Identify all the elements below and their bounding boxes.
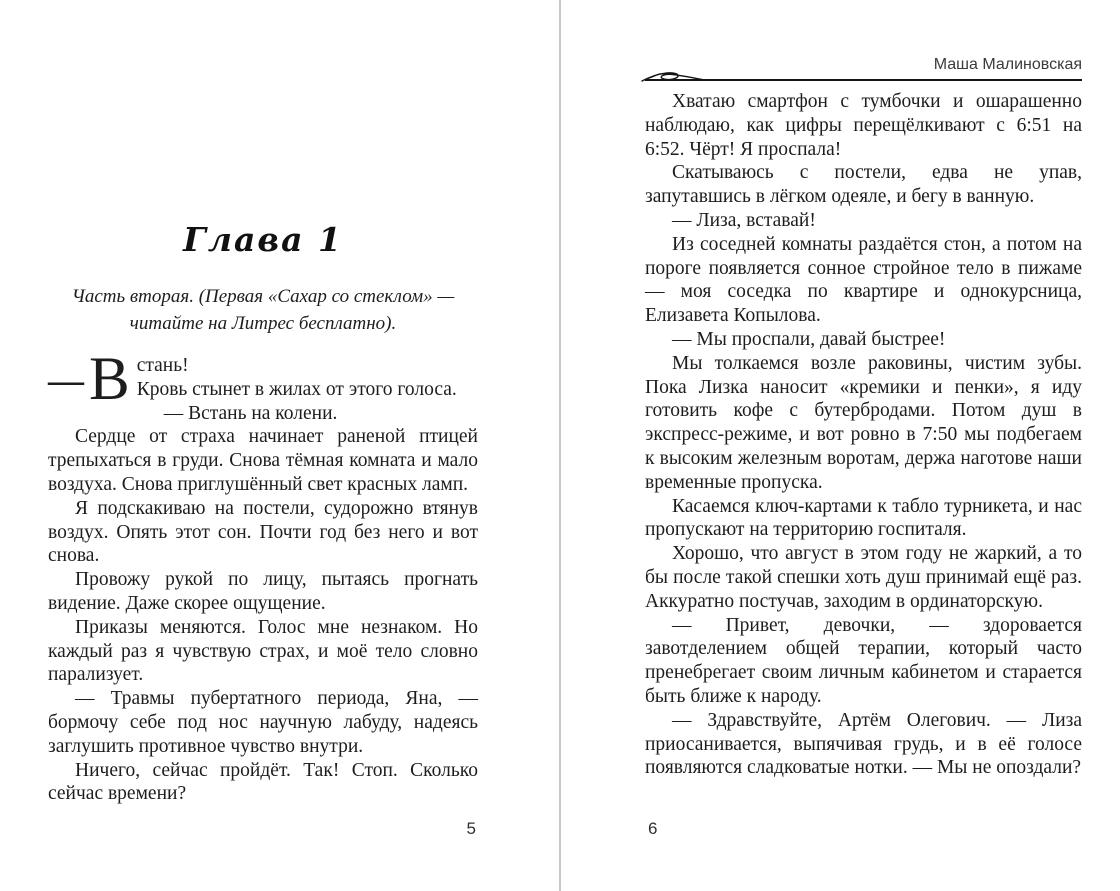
chapter-subtitle	[48, 283, 478, 337]
paragraph: — Привет, девочки, — здоровается завотделением общей терапии, который часто пренебрегает своим личным кабинетом и старается быть ближе к народу.	[645, 614, 1082, 707]
chapter-title: Глава 1	[183, 220, 343, 259]
paragraph: — Травмы пубертатного периода, Яна, — бормочу себе под нос научную лабуду, надеясь заглушить противное чувство внутри.	[48, 688, 478, 757]
paragraph: Скатываюсь с постели, едва не упав, запутавшись в лёгком одеяле, и бегу в ванную.	[645, 162, 1082, 208]
running-header: Маша Малиновская	[933, 56, 1082, 73]
opening-line: стань!	[136, 355, 189, 376]
left-page	[48, 0, 478, 891]
paragraph: Провожу рукой по лицу, пытаясь прогнать видение. Даже скорее ощущение.	[48, 569, 478, 614]
header-rule	[645, 79, 1082, 81]
drop-cap-letter: В	[89, 346, 130, 413]
paragraph: — Здравствуйте, Артём Олегович. — Лиза приосанивается, выпячивая грудь, и в её голосе появляются сладковатые нотки. — Мы не опоздали?	[645, 709, 1082, 779]
paragraph: Ничего, сейчас пройдёт. Так! Стоп. Сколько сейчас времени?	[48, 759, 478, 805]
paragraph: Касаемся ключ-картами к табло турникета, и нас пропускают на территорию госпиталя.	[645, 495, 1082, 541]
page-number: 6	[648, 819, 658, 838]
paragraph: — Лиза, вставай!	[672, 209, 816, 231]
paragraph: Сердце от страха начинает раненой птицей трепыхаться в груди. Снова тёмная комната и мало воздуха. Снова приглушённый свет красных ламп.	[48, 426, 478, 495]
pen-flourish-icon	[641, 68, 703, 95]
right-page-body	[645, 90, 1082, 780]
paragraph: Хватаю смартфон с тумбочки и ошарашенно наблюдаю, как цифры перещёлкивают с 6:51 на 6:52. Чёрт! Я проспала!	[645, 91, 1082, 160]
paragraph: Приказы меняются. Голос мне незнаком. Но каждый раз я чувствую страх, и моё тело словно парализует.	[48, 616, 478, 686]
drop-cap	[48, 346, 130, 413]
paragraph: — Встань на колени.	[163, 402, 338, 424]
paragraph: — Мы проспали, давай быстрее!	[672, 328, 946, 350]
dialogue-dash: —	[48, 360, 84, 400]
page-gutter-divider	[559, 0, 561, 891]
right-page	[645, 0, 1082, 891]
opening-line: Кровь стынет в жилах от этого голоса.	[136, 378, 457, 400]
subtitle-line: Часть вторая. (Первая «Сахар со стеклом» —	[71, 286, 455, 307]
paragraph: Хорошо, что август в этом году не жаркий, а то бы после такой спешки хоть душ принимай ещё раз. Аккуратно постучав, заходим в ординаторскую.	[645, 543, 1082, 612]
subtitle-line: читайте на Литрес бесплатно).	[129, 313, 397, 334]
paragraph: Мы толкаемся возле раковины, чистим зубы. Пока Лизка наносит «кремики и пенки», я иду готовить кофе с бутербродами. Потом душ в экспресс-режиме, и вот ровно в 7:50 мы подбегаем к высоким железным воротам, держа наготове наши временные пропуска.	[645, 352, 1082, 493]
paragraph: Из соседней комнаты раздаётся стон, а потом на пороге появляется сонное стройное тело в пижаме — моя соседка по квартире и однокурсница, Елизавета Копылова.	[645, 233, 1082, 327]
paragraph: Я подскакиваю на постели, судорожно втянув воздух. Опять этот сон. Почти год без него и вот снова.	[48, 497, 478, 567]
page-number: 5	[466, 819, 476, 838]
left-page-body	[48, 346, 478, 806]
